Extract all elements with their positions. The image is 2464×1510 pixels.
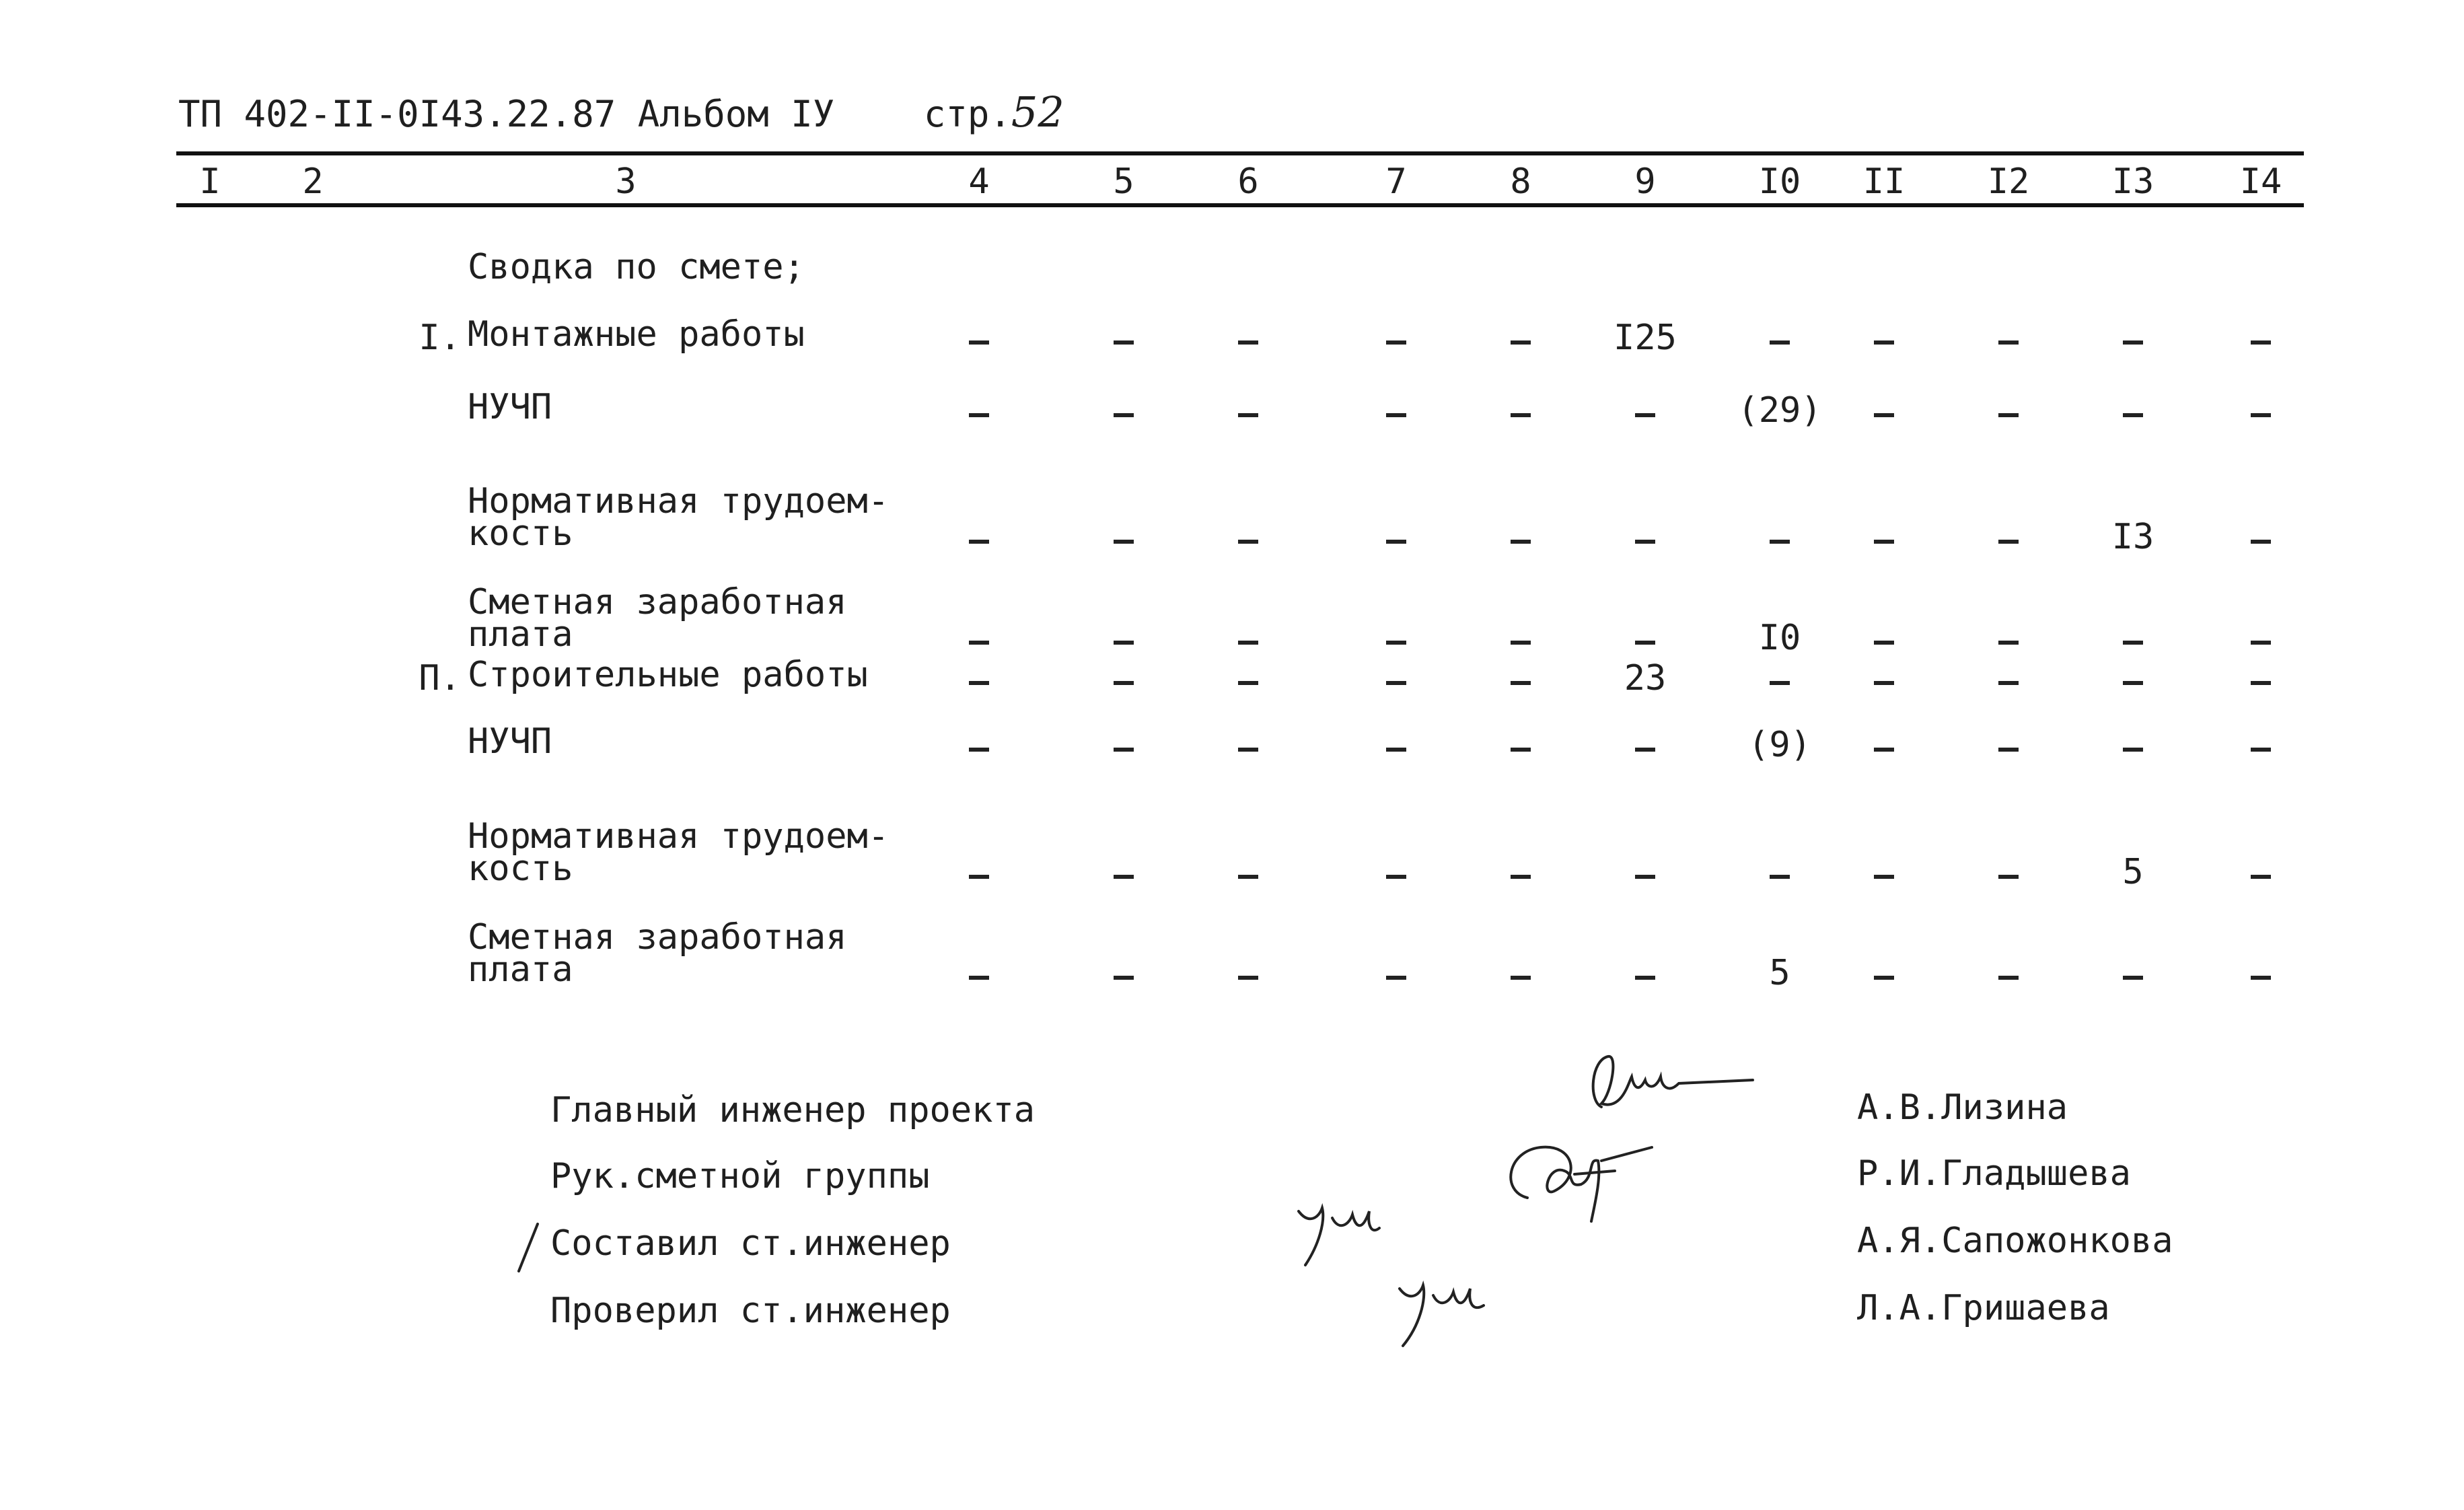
section-number: I.	[419, 318, 461, 358]
section-number: П.	[419, 658, 461, 698]
dash-mark	[969, 748, 989, 752]
dash-mark	[1386, 641, 1406, 645]
dash-mark	[1511, 540, 1531, 544]
dash-mark	[1511, 748, 1531, 752]
dash-mark	[1874, 641, 1894, 645]
dash-mark	[1238, 540, 1258, 544]
dash-mark	[1386, 340, 1406, 345]
row-label: Строительные работы	[468, 655, 868, 695]
row-label: кость	[468, 513, 573, 554]
row-label: Сметная заработная	[468, 917, 847, 958]
dash-mark	[1998, 976, 2019, 980]
column-number: I3	[2111, 161, 2154, 202]
dash-mark	[1770, 681, 1790, 685]
row-label: Сметная заработная	[468, 582, 847, 622]
dash-mark	[1874, 748, 1894, 752]
dash-mark	[1635, 748, 1655, 752]
dash-mark	[2123, 413, 2143, 417]
signatory-title: Проверил ст.инженер	[550, 1291, 951, 1331]
dash-mark	[969, 413, 989, 417]
dash-mark	[1114, 540, 1134, 544]
row-label: Монтажные работы	[468, 314, 805, 355]
dash-mark	[2251, 540, 2271, 544]
signatory-title: Главный инженер проекта	[550, 1090, 1036, 1130]
dash-mark	[1998, 413, 2019, 417]
dash-mark	[2123, 748, 2143, 752]
dash-mark	[1635, 540, 1655, 544]
dash-mark	[1998, 681, 2019, 685]
table-top-rule	[176, 151, 2304, 155]
dash-mark	[2251, 681, 2271, 685]
dash-mark	[2123, 976, 2143, 980]
dash-mark	[969, 681, 989, 685]
row-label: плата	[468, 614, 573, 655]
dash-mark	[1635, 413, 1655, 417]
dash-mark	[1998, 340, 2019, 345]
dash-mark	[2251, 976, 2271, 980]
dash-mark	[2251, 641, 2271, 645]
dash-mark	[1238, 681, 1258, 685]
row-label: Нормативная трудоем-	[468, 816, 890, 857]
signature-lizina	[1581, 1046, 1776, 1120]
value-cell: I0	[1758, 618, 1801, 658]
document-code: ТП 402-II-0I43.22.87 Альбом IУ	[178, 93, 835, 135]
dash-mark	[969, 340, 989, 345]
signatory-title: Рук.сметной группы	[550, 1156, 930, 1196]
dash-mark	[1511, 340, 1531, 345]
dash-mark	[2251, 413, 2271, 417]
row-label: плата	[468, 949, 573, 990]
dash-mark	[1511, 413, 1531, 417]
signatory-title: Составил ст.инженер	[550, 1223, 951, 1264]
dash-mark	[1114, 413, 1134, 417]
value-cell: (29)	[1737, 390, 1822, 431]
signatory-name: Р.И.Гладышева	[1857, 1153, 2131, 1194]
signatory-name: Л.А.Гришаева	[1857, 1288, 2110, 1328]
dash-mark	[1511, 641, 1531, 645]
dash-mark	[1238, 875, 1258, 879]
column-number: 4	[968, 161, 990, 202]
column-number: 2	[302, 161, 324, 202]
dash-mark	[1238, 748, 1258, 752]
dash-mark	[1386, 748, 1406, 752]
dash-mark	[1238, 641, 1258, 645]
signature-sapozhonkova	[1292, 1198, 1393, 1272]
dash-mark	[1386, 540, 1406, 544]
signatory-name: А.В.Лизина	[1857, 1087, 2068, 1128]
dash-mark	[1770, 875, 1790, 879]
page-number: 52	[1011, 87, 1064, 137]
dash-mark	[1386, 681, 1406, 685]
summary-title: Сводка по смете;	[468, 247, 805, 287]
value-cell: I25	[1614, 318, 1677, 358]
column-number: I0	[1758, 161, 1801, 202]
column-number: I4	[2239, 161, 2282, 202]
table-header-rule	[176, 203, 2304, 207]
value-cell: (9)	[1748, 725, 1811, 765]
check-mark-icon	[515, 1221, 542, 1275]
dash-mark	[1114, 340, 1134, 345]
dash-mark	[1635, 641, 1655, 645]
column-number: 9	[1634, 161, 1656, 202]
row-label: кость	[468, 849, 573, 889]
dash-mark	[969, 540, 989, 544]
dash-mark	[2251, 875, 2271, 879]
dash-mark	[2123, 681, 2143, 685]
value-cell: 5	[2122, 852, 2144, 892]
dash-mark	[1238, 413, 1258, 417]
dash-mark	[1114, 641, 1134, 645]
dash-mark	[1998, 641, 2019, 645]
dash-mark	[1386, 413, 1406, 417]
column-number: II	[1862, 161, 1906, 202]
column-number: I2	[1987, 161, 2030, 202]
dash-mark	[969, 976, 989, 980]
page-label: стр.	[923, 93, 1011, 135]
column-number: 7	[1385, 161, 1407, 202]
dash-mark	[1238, 976, 1258, 980]
dash-mark	[1874, 976, 1894, 980]
signatory-name: А.Я.Сапожонкова	[1857, 1221, 2173, 1261]
value-cell: 23	[1624, 658, 1667, 698]
column-number: 8	[1510, 161, 1531, 202]
dash-mark	[1635, 976, 1655, 980]
row-label: НУЧП	[468, 721, 552, 762]
dash-mark	[1635, 875, 1655, 879]
dash-mark	[1114, 976, 1134, 980]
dash-mark	[1874, 340, 1894, 345]
dash-mark	[1511, 976, 1531, 980]
dash-mark	[1998, 875, 2019, 879]
value-cell: I3	[2111, 517, 2154, 557]
dash-mark	[1874, 681, 1894, 685]
column-number: I	[199, 161, 221, 202]
dash-mark	[1238, 340, 1258, 345]
dash-mark	[1114, 681, 1134, 685]
signature-grishaeva	[1393, 1272, 1494, 1353]
dash-mark	[1386, 976, 1406, 980]
dash-mark	[969, 641, 989, 645]
column-number: 6	[1237, 161, 1259, 202]
dash-mark	[969, 875, 989, 879]
value-cell: 5	[1769, 953, 1790, 993]
dash-mark	[1386, 875, 1406, 879]
dash-mark	[2123, 641, 2143, 645]
signature-gladysheva	[1500, 1137, 1655, 1231]
dash-mark	[2123, 340, 2143, 345]
dash-mark	[1998, 540, 2019, 544]
dash-mark	[2251, 748, 2271, 752]
column-number: 3	[615, 161, 637, 202]
row-label: Нормативная трудоем-	[468, 481, 890, 522]
dash-mark	[1874, 540, 1894, 544]
document-header	[178, 87, 1064, 137]
dash-mark	[1114, 748, 1134, 752]
row-label: НУЧП	[468, 387, 552, 427]
dash-mark	[1511, 875, 1531, 879]
dash-mark	[1114, 875, 1134, 879]
column-number: 5	[1113, 161, 1134, 202]
dash-mark	[1770, 540, 1790, 544]
dash-mark	[2251, 340, 2271, 345]
dash-mark	[1874, 413, 1894, 417]
dash-mark	[1998, 748, 2019, 752]
dash-mark	[1511, 681, 1531, 685]
dash-mark	[1770, 340, 1790, 345]
dash-mark	[1874, 875, 1894, 879]
